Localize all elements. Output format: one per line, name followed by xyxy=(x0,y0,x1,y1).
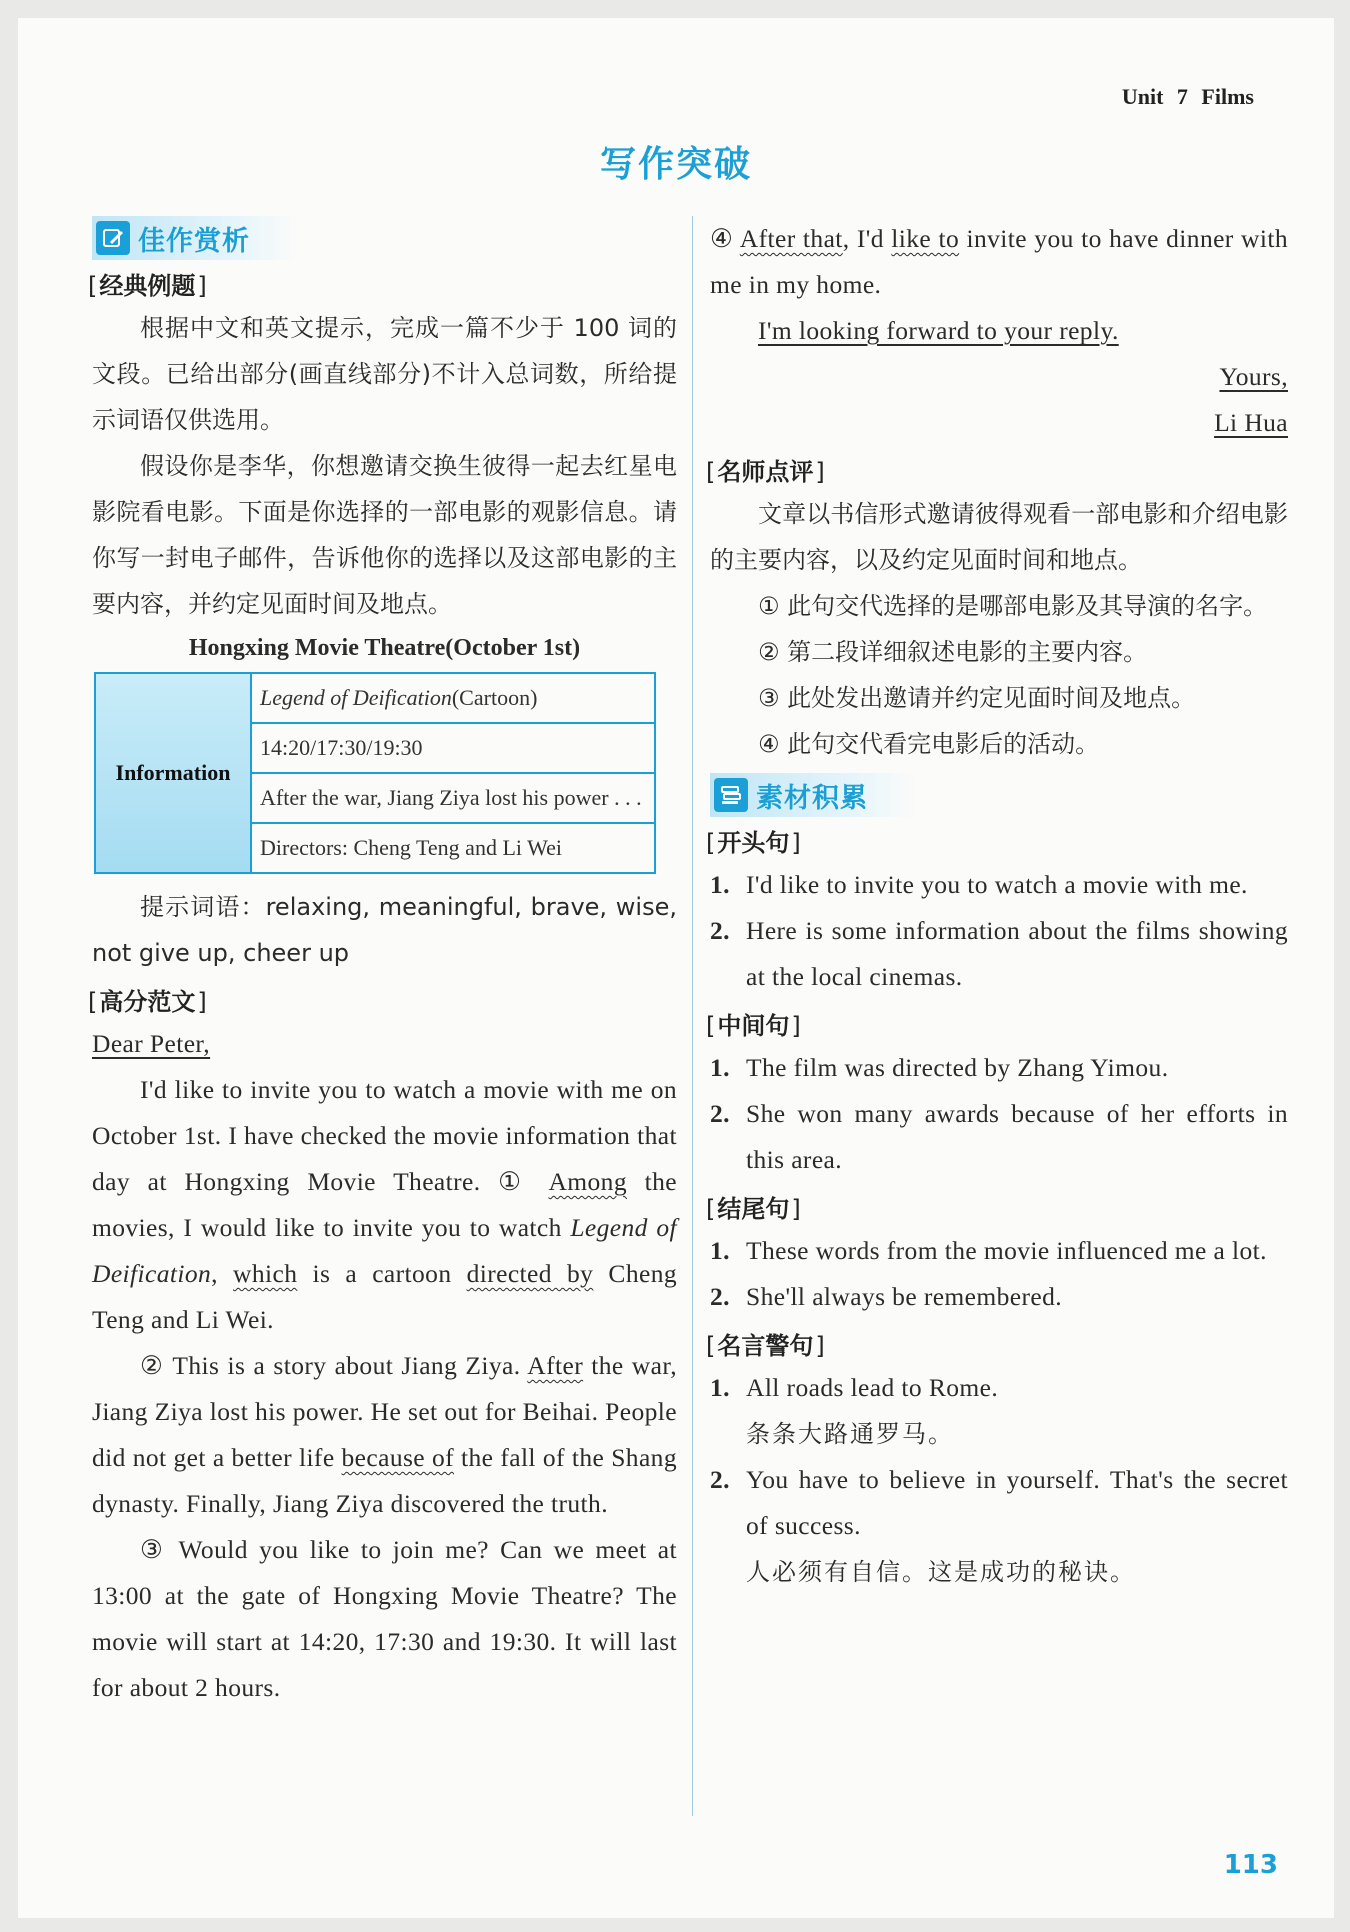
essay-paragraph-1 xyxy=(92,1067,677,1343)
list-item: 2. She'll always be remembered. xyxy=(710,1282,1063,1311)
movie-info-table xyxy=(94,672,656,874)
section-label: 素材积累 xyxy=(756,782,868,814)
section-header-appreciation xyxy=(92,216,297,260)
yours-line xyxy=(710,354,1288,400)
essay-p1-text: the movies, I would like to invite you to watch xyxy=(92,1167,677,1242)
info-table-head: Information xyxy=(95,673,251,873)
list-item: 1. All roads lead to Rome. 条条大路通罗马。 xyxy=(710,1373,999,1448)
comment-paragraph-5: ④ 此句交代看完电影后的活动。 xyxy=(758,730,1100,758)
list-item: 2. You have to believe in yourself. That's the secret of success. 人必须有自信。这是成功的秘诀。 xyxy=(710,1465,1288,1586)
comment-paragraph-4: ③ 此处发出邀请并约定见面时间及地点。 xyxy=(758,684,1196,712)
movie-title: Legend of Deification xyxy=(260,685,452,710)
task-paragraph-2: 假设你是李华，你想邀请交换生彼得一起去红星电影院看电影。下面是你选择的一部电影的观影信息。请你写一封电子邮件，告诉他你的选择以及这部电影的主要内容，并约定见面时间及地点。 xyxy=(92,452,677,618)
hint-words: 提示词语：relaxing, meaningful, brave, wise, not give up, cheer up xyxy=(92,893,677,967)
salutation-text: Dear Peter, xyxy=(92,1029,211,1058)
closing-text: I'm looking forward to your reply. xyxy=(758,316,1119,345)
comment-paragraph-2: ① 此句交代选择的是哪部电影及其导演的名字。 xyxy=(758,592,1268,620)
section-label: 佳作赏析 xyxy=(138,225,250,257)
opening-list xyxy=(710,862,1288,1000)
left-column xyxy=(92,216,677,1711)
info-row-title xyxy=(251,673,655,723)
quote-en: All roads lead to Rome. xyxy=(746,1373,999,1402)
list-item: 1. I'd like to invite you to watch a movie with me. xyxy=(710,870,1248,899)
bracket-heading-ending: [ 结尾句 ] xyxy=(706,1189,1288,1224)
info-row-directors: Directors: Cheng Teng and Li Wei xyxy=(251,823,655,873)
signature-line xyxy=(710,400,1288,446)
closing-line xyxy=(710,308,1288,354)
column-divider xyxy=(692,216,693,1816)
essay-p2-c: the fall of the Shang dynasty. Finally, Jiang Ziya discovered the truth. xyxy=(92,1443,677,1518)
list-item: 2. Here is some information about the films showing at the local cinemas. xyxy=(710,916,1288,991)
essay-paragraph-3: ③ Would you like to join me? Can we meet at 13:00 at the gate of Hongxing Movie Theatre? The movie will start at 14:20, 17:30 and 19:30. It will last for about 2 hours. xyxy=(92,1535,677,1702)
essay-p2-a: ② This is a story about Jiang Ziya. xyxy=(140,1351,528,1380)
ending-list xyxy=(710,1228,1288,1320)
comment-paragraph-3: ② 第二段详细叙述电影的主要内容。 xyxy=(758,638,1148,666)
quotes-list xyxy=(710,1365,1288,1595)
essay-after: After xyxy=(527,1351,584,1380)
page-number: 113 xyxy=(1223,1850,1278,1880)
essay-p4-c: invite you to have dinner with me in my home. xyxy=(710,224,1288,299)
info-row-times: 14:20/17:30/19:30 xyxy=(251,723,655,773)
essay-directed-by: directed by xyxy=(466,1259,594,1288)
unit-header: Unit 7 Films xyxy=(1121,84,1254,109)
theatre-title: Hongxing Movie Theatre(October 1st) xyxy=(188,635,581,661)
task-paragraph-1: 根据中文和英文提示，完成一篇不少于 100 词的文段。已给出部分(画直线部分)不计入总词数，所给提示词语仅供选用。 xyxy=(92,314,677,434)
right-column xyxy=(710,216,1288,1595)
essay-paragraph-2 xyxy=(92,1343,677,1527)
essay-paragraph-4 xyxy=(710,216,1288,308)
essay-which: which xyxy=(233,1259,298,1288)
signature-text: Li Hua xyxy=(1214,408,1288,437)
essay-p1-marker: ① xyxy=(498,1167,549,1196)
essay-p4-marker: ④ xyxy=(710,224,740,253)
bracket-heading-model: [ 高分范文 ] xyxy=(88,982,677,1017)
salutation xyxy=(92,1021,677,1067)
essay-p1-end: Cheng Teng and Li Wei. xyxy=(92,1259,678,1334)
essay-p2-b: the war, Jiang Ziya lost his power. He set out for Beihai. People did not get a better life xyxy=(92,1351,677,1472)
essay-like-to: like to xyxy=(891,224,960,253)
quote-cn: 条条大路通罗马。 xyxy=(746,1420,954,1448)
movie-genre: (Cartoon) xyxy=(451,685,538,710)
middle-list xyxy=(710,1045,1288,1183)
essay-p4-b: , I'd xyxy=(842,224,892,253)
list-item: 1. The film was directed by Zhang Yimou. xyxy=(710,1053,1169,1082)
books-icon xyxy=(714,778,748,812)
essay-because-of: because of xyxy=(341,1443,455,1472)
page xyxy=(18,18,1334,1918)
yours-text: Yours, xyxy=(1219,362,1288,391)
essay-among: Among xyxy=(548,1167,627,1196)
essay-after-that: After that xyxy=(739,224,843,253)
essay-p1-intro: I'd like to invite you to watch a movie with me on October 1st. I have checked the movie information that day at Hongxing Movie Theatre. xyxy=(92,1075,677,1196)
quote-cn: 人必须有自信。这是成功的秘诀。 xyxy=(746,1558,1136,1586)
list-item: 2. She won many awards because of her efforts in this area. xyxy=(710,1099,1288,1174)
comment-paragraph-1: 文章以书信形式邀请彼得观看一部电影和介绍电影的主要内容，以及约定见面时间和地点。 xyxy=(710,500,1288,574)
list-item: 1. These words from the movie influenced me a lot. xyxy=(710,1236,1267,1265)
page-title: 写作突破 xyxy=(599,144,752,185)
bracket-heading-comment: [ 名师点评 ] xyxy=(706,452,1288,487)
bracket-heading-opening: [ 开头句 ] xyxy=(706,823,1288,858)
bracket-heading-middle: [ 中间句 ] xyxy=(706,1006,1288,1041)
essay-movie-title: Legend of Deification xyxy=(92,1213,677,1288)
info-row-plot: After the war, Jiang Ziya lost his power . . . xyxy=(251,773,655,823)
quote-en: You have to believe in yourself. That's the secret of success. xyxy=(746,1465,1288,1540)
bracket-heading-example: [ 经典例题 ] xyxy=(88,266,677,301)
essay-p1-text2: is a cartoon xyxy=(297,1259,467,1288)
essay-p1-comma: , xyxy=(211,1259,234,1288)
pen-icon xyxy=(96,221,130,255)
bracket-heading-quotes: [ 名言警句 ] xyxy=(706,1326,1288,1361)
section-header-materials xyxy=(710,773,915,817)
